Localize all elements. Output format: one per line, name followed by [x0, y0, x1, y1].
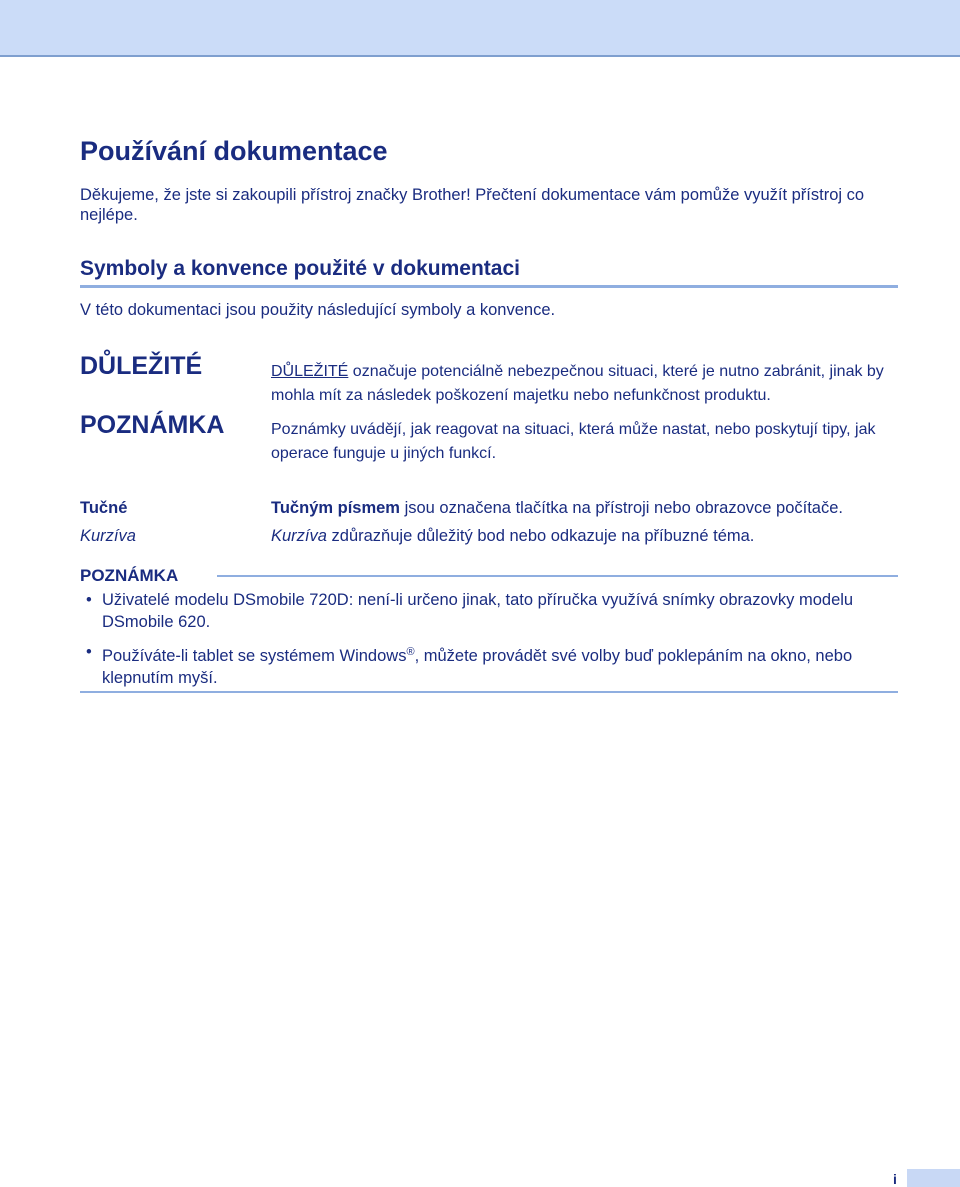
section-lead: V této dokumentaci jsou použity následující symboly a konvence. — [80, 301, 556, 319]
note-item-text-after: , můžete provádět své volby buď poklepáním na okno, nebo klepnutím myší. — [102, 647, 853, 687]
note-box-rule-top — [217, 575, 898, 577]
registered-mark: ® — [406, 646, 415, 658]
important-label: DŮLEŽITÉ — [80, 352, 203, 380]
page-tab — [907, 1169, 960, 1187]
italic-convention-text: zdůrazňuje důležitý bod nebo odkazuje na příbuzné téma. — [326, 527, 755, 545]
note-item — [86, 589, 902, 633]
bullet-icon: • — [86, 643, 92, 661]
note-item-text: Uživatelé modelu DSmobile 720D: není-li určeno jinak, tato příručka využívá snímky obrazovky modelu DSmobile 620. — [102, 591, 854, 631]
bold-convention-emph: Tučným písmem — [271, 499, 400, 517]
note-item — [86, 641, 902, 689]
italic-convention-emph: Kurzíva — [271, 527, 327, 545]
bold-convention-description — [271, 499, 843, 518]
note-description: Poznámky uvádějí, jak reagovat na situaci, která může nastat, nebo poskytují tipy, jak operace funguje u jiných funkcí. — [271, 421, 876, 462]
section-title: Symboly a konvence použité v dokumentaci — [80, 257, 520, 280]
italic-convention-description — [271, 527, 754, 546]
intro-paragraph: Děkujeme, že jste si zakoupili přístroj značky Brother! Přečtení dokumentace vám pomůže využít přístroj co nejlépe. — [80, 186, 865, 224]
bullet-icon: • — [86, 591, 92, 609]
note-item-text-before: Používáte-li tablet se systémem Windows — [102, 647, 407, 665]
important-keyword: DŮLEŽITÉ — [271, 363, 349, 380]
page-title: Používání dokumentace — [80, 136, 388, 166]
page-number: i — [893, 1171, 897, 1187]
section-rule — [80, 285, 898, 288]
italic-convention-label: Kurzíva — [80, 527, 136, 545]
important-description — [271, 360, 901, 408]
note-box-title: POZNÁMKA — [80, 566, 179, 585]
header-band — [0, 0, 960, 57]
important-desc-text: označuje potenciálně nebezpečnou situaci, které je nutno zabránit, jinak by mohla mít za následek poškození majetku nebo nefunkčnost produktu. — [271, 363, 884, 404]
note-box-rule-bottom — [80, 691, 898, 693]
note-label: POZNÁMKA — [80, 411, 225, 439]
bold-convention-label: Tučné — [80, 499, 128, 517]
bold-convention-text: jsou označena tlačítka na přístroji nebo obrazovce počítače. — [399, 499, 843, 517]
